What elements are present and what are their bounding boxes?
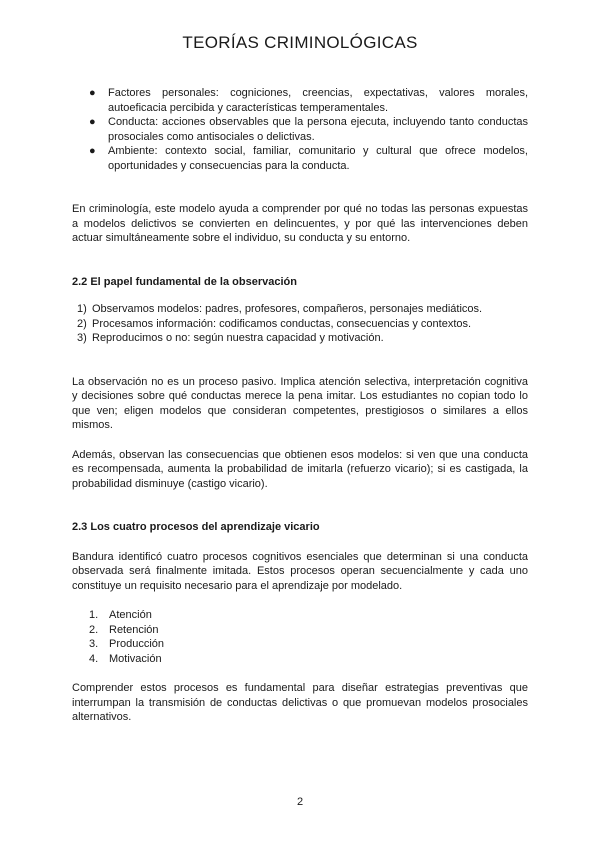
page-title: TEORÍAS CRIMINOLÓGICAS [182, 33, 418, 52]
process-number: 4. [89, 652, 99, 665]
process-number: 3. [89, 638, 99, 650]
factors-bullet-list [72, 86, 528, 173]
spacer [72, 535, 528, 550]
process-text: Atención [109, 609, 152, 621]
spacer [72, 666, 528, 681]
section-heading-2-2: 2.2 El papel fundamental de la observación [72, 275, 297, 288]
step-item [72, 317, 528, 332]
process-item [72, 637, 528, 652]
bullet-text: Ambiente: contexto social, familiar, comunitario y cultural que ofrece modelos, oportunidades y consecuencias para la conducta. [108, 145, 528, 172]
observation-steps-list [72, 302, 528, 346]
page-number: 2 [296, 796, 304, 808]
process-item [72, 623, 528, 638]
consequences-paragraph: Además, observan las consecuencias que obtienen esos modelos: si ven que una conducta es recompensada, aumenta la probabilidad de imitarla (refuerzo vicario); si es castigada, la probabilidad disminuye (castigo vicario). [72, 448, 528, 490]
spacer [72, 433, 528, 448]
step-number: 1) [77, 303, 87, 315]
step-number: 2) [77, 317, 87, 330]
step-item [72, 302, 528, 317]
process-item [72, 608, 528, 623]
step-text: Observamos modelos: padres, profesores, compañeros, personajes mediáticos. [92, 303, 483, 315]
spacer [72, 593, 528, 608]
spacer [72, 289, 528, 302]
section-heading-2-3: 2.3 Los cuatro procesos del aprendizaje vicario [72, 521, 320, 533]
process-number: 2. [89, 623, 99, 636]
process-text: Retención [109, 623, 159, 636]
step-number: 3) [77, 332, 87, 344]
process-text: Motivación [109, 652, 162, 665]
spacer [72, 246, 528, 275]
step-text: Procesamos información: codificamos conductas, consecuencias y contextos. [92, 317, 472, 330]
observation-paragraph: La observación no es un proceso pasivo. Implica atención selectiva, interpretación cognitiva y decisiones sobre qué conductas merece la pena imitar. Los estudiantes no copian todo lo que ven; eligen modelos que consideran competentes, prestigiosos o similares a ellos mismos. [72, 375, 528, 431]
bandura-paragraph: Bandura identificó cuatro procesos cognitivos esenciales que determinan si una conducta observada será finalmente imitada. Estos procesos operan secuencialmente y cada uno constituye un requisito necesario para el aprendizaje por modelado. [72, 550, 528, 592]
bullet-text: Conducta: acciones observables que la persona ejecuta, incluyendo tanto conductas prosociales como antisociales o delictivas. [108, 116, 528, 143]
bullet-icon: ● [89, 145, 96, 157]
step-text: Reproducimos o no: según nuestra capacidad y motivación. [92, 332, 384, 344]
bullet-item [72, 115, 528, 144]
spacer [72, 491, 528, 520]
bullet-icon: ● [89, 116, 96, 128]
processes-list [72, 608, 528, 666]
page-content [72, 86, 528, 725]
step-item [72, 331, 528, 346]
spacer [72, 346, 528, 375]
process-item [72, 652, 528, 667]
model-paragraph: En criminología, este modelo ayuda a comprender por qué no todas las personas expuestas a modelos delictivos se convierten en delincuentes, y por qué las intervenciones deben actuar simultáneamente sobre el individuo, su conducta y su entorno. [72, 203, 528, 244]
bullet-text: Factores personales: cogniciones, creencias, expectativas, valores morales, autoeficacia percibida y características temperamentales. [108, 87, 528, 114]
bullet-item [72, 86, 528, 115]
process-text: Producción [109, 638, 165, 650]
bullet-icon: ● [89, 87, 96, 99]
bullet-item [72, 144, 528, 173]
prevention-paragraph: Comprender estos procesos es fundamental para diseñar estrategias preventivas que interrumpan la transmisión de conductas delictivas o que promuevan modelos prosociales alternativos. [72, 682, 528, 723]
spacer [72, 173, 528, 202]
process-number: 1. [89, 609, 99, 621]
